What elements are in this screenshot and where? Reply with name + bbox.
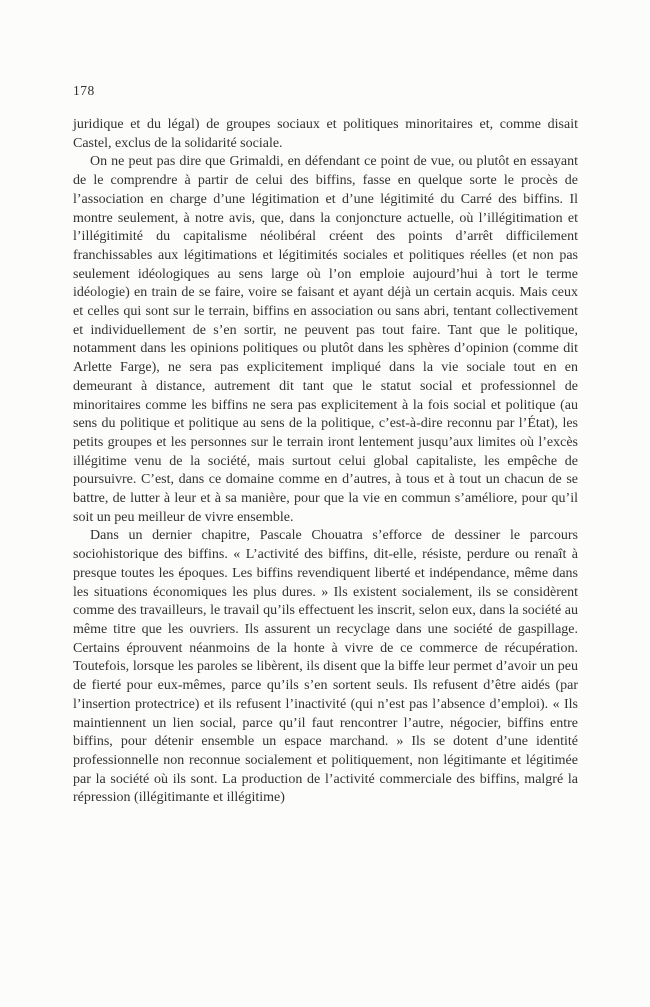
page-number: 178 <box>73 83 95 98</box>
paragraph-continuation: juridique et du légal) de groupes sociaux et politiques minoritaires et, comme disait Castel, exclus de la solidarité sociale. <box>73 117 578 151</box>
paragraph-dernier-chapitre: Dans un dernier chapitre, Pascale Chouatra s’efforce de dessiner le parcours sociohistorique des biffins. « L’activité des biffins, dit-elle, résiste, perdure ou renaît à presque toutes les époques. Les biffins revendiquent liberté et indépendance, même dans les situations économiques les plus dures. » Ils existent socialement, ils se considèrent comme des travailleurs, le travail qu’ils effectuent les inscrit, selon eux, dans la société au même titre que les ouvriers. Ils assurent un recyclage dans une société de gaspillage. Certains éprouvent néanmoins de la honte à vivre de ce commerce de récupération. Toutefois, lorsque les paroles se libèrent, ils disent que la biffe leur permet d’avoir un peu de fierté pour eux-mêmes, parce qu’ils s’en sortent seuls. Ils refusent d’être aidés (par l’insertion protectrice) et ils refusent l’inactivité (qui n’est pas l’absence d’emploi). « Ils maintiennent un lien social, parce qu’il faut rencontrer l’autre, négocier, biffins entre biffins, pour détenir ensemble un espace marchand. » Ils se dotent d’une identité professionnelle non reconnue socialement et politiquement, non légitimante et légitimée par la société où ils sont. La production de l’activité commerciale des biffins, malgré la répression (illégitimante et illégitime) <box>73 528 578 806</box>
paragraph-grimaldi: On ne peut pas dire que Grimaldi, en défendant ce point de vue, ou plutôt en essayant de le comprendre à partir de celui des biffins, fasse en quelque sorte le procès de l’association en charge d’une légitimation et d’une légitimité du Carré des biffins. Il montre seulement, à notre avis, que, dans la conjoncture actuelle, où l’illégitimation et l’illégitimité du capitalisme néolibéral créent des points d’arrêt difficilement franchissables aux légitimations et légitimités sociales et politiques réelles (et non pas seulement idéologiques au sens large où l’on emploie aujourd’hui à tort le terme idéologie) en train de se faire, voire se faisant et ayant déjà un certain acquis. Mais ceux et celles qui sont sur le terrain, biffins en association ou sans abri, tentant collectivement et individuellement de s’en sortir, ne peuvent pas tout faire. Tant que le politique, notamment dans les opinions politiques ou plutôt dans les sphères d’opinion (comme dit Arlette Farge), ne sera pas explicitement impliqué dans la vie sociale tout en en demeurant à distance, autrement dit tant que le statut social et professionnel de minoritaires comme les biffins ne sera pas explicitement à la fois social et politique (au sens du politique et politique au sens de la politique, c’est-à-dire reconnu par l’État), les petits groupes et les personnes sur le terrain iront lentement jusqu’aux limites où l’excès illégitime venu de la société, mais surtout celui global capitaliste, les empêche de poursuivre. C’est, dans ce domaine comme en d’autres, à tous et à tout un chacun de se battre, de lutter à leur et à sa manière, pour que la vie en commun s’améliore, pour qu’il soit un peu meilleur de vivre ensemble. <box>73 154 578 525</box>
page-body <box>73 116 578 808</box>
